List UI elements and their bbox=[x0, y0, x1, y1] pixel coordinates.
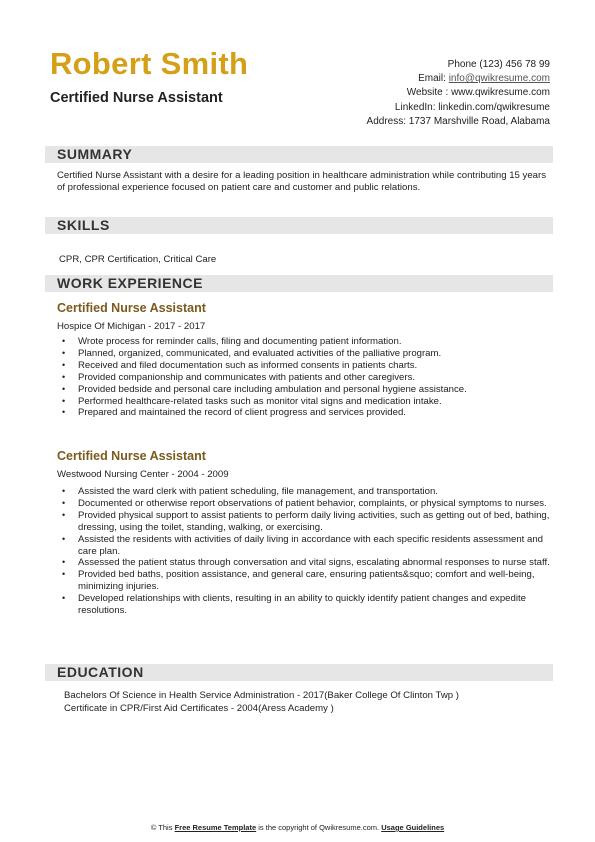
education-section-header bbox=[45, 664, 553, 681]
website-link[interactable]: www.qwikresume.com bbox=[451, 87, 550, 99]
list-item: • Assisted the residents with activities of daily living in accordance with each specific residents assessment and care plan. bbox=[60, 534, 550, 558]
job-duties-list bbox=[60, 486, 550, 617]
phone-label: Phone bbox=[447, 59, 477, 70]
job-duties-list bbox=[60, 336, 550, 419]
education-item: Bachelors Of Science in Health Service Administration - 2017(Baker College Of Clinton Twp ) bbox=[64, 690, 459, 701]
phone-value: (123) 456 78 99 bbox=[479, 59, 550, 70]
website-label: Website : bbox=[406, 87, 449, 99]
linkedin-link[interactable]: linkedin.com/qwikresume bbox=[438, 101, 550, 113]
linkedin-label: LinkedIn: bbox=[394, 101, 436, 113]
footer bbox=[0, 823, 595, 832]
contact-phone bbox=[367, 58, 550, 72]
email-link[interactable]: info@qwikresume.com bbox=[448, 73, 550, 85]
footer-prefix: © This bbox=[150, 823, 173, 832]
list-item: • Provided bedside and personal care including ambulation and personal hygiene assistance. bbox=[60, 384, 550, 396]
education-item: Certificate in CPR/First Aid Certificates - 2004(Aress Academy ) bbox=[64, 703, 334, 714]
list-item: • Wrote process for reminder calls, filing and documenting patient information. bbox=[60, 336, 550, 348]
contact-block bbox=[367, 58, 550, 129]
skills-section-header bbox=[45, 217, 553, 234]
usage-guidelines-link[interactable]: Usage Guidelines bbox=[381, 823, 445, 832]
list-item: • Assessed the patient status through conversation and vital signs, escalating abnormal responses to nurse staff. bbox=[60, 557, 550, 569]
contact-email bbox=[367, 72, 550, 86]
job-meta: Westwood Nursing Center - 2004 - 2009 bbox=[57, 469, 229, 480]
work-section-header bbox=[45, 275, 553, 292]
summary-section-header bbox=[45, 146, 553, 163]
candidate-name: Robert Smith bbox=[50, 46, 249, 81]
education-heading: EDUCATION bbox=[57, 664, 144, 680]
list-item: • Received and filed documentation such as informed consents in patients charts. bbox=[60, 360, 550, 372]
address-label: Address: bbox=[366, 115, 407, 127]
job-meta: Hospice Of Michigan - 2017 - 2017 bbox=[57, 321, 206, 332]
list-item: • Provided bed baths, position assistance, and general care, ensuring patients&squo; comfort and well-being, minimizing injuries. bbox=[60, 569, 550, 593]
summary-heading: SUMMARY bbox=[57, 146, 133, 162]
list-item: • Provided physical support to assist patients to perform daily living activities, such as getting out of bed, bathing, dressing, using the toilet, standing, walking, or exercising. bbox=[60, 510, 550, 534]
free-template-link[interactable]: Free Resume Template bbox=[174, 823, 257, 832]
job-title: Certified Nurse Assistant bbox=[57, 449, 206, 463]
summary-text: Certified Nurse Assistant with a desire for a leading position in healthcare administration while contributing 15 years of professional experience focused on patient care and customer and public relations. bbox=[57, 170, 547, 193]
list-item: • Planned, organized, communicated, and evaluated activities of the palliative program. bbox=[60, 348, 550, 360]
job-title: Certified Nurse Assistant bbox=[57, 301, 206, 315]
candidate-role: Certified Nurse Assistant bbox=[50, 90, 223, 106]
skills-text: CPR, CPR Certification, Critical Care bbox=[59, 254, 217, 265]
footer-copyright: is the copyright of Qwikresume.com. bbox=[258, 823, 380, 832]
contact-website bbox=[367, 86, 550, 100]
list-item: • Assisted the ward clerk with patient scheduling, file management, and transportation. bbox=[60, 486, 550, 498]
contact-linkedin bbox=[367, 101, 550, 115]
email-label: Email: bbox=[418, 73, 446, 85]
list-item: • Provided companionship and communicates with patients and other caregivers. bbox=[60, 372, 550, 384]
list-item: • Prepared and maintained the record of client progress and services provided. bbox=[60, 407, 550, 419]
address-value: 1737 Marshville Road, Alabama bbox=[408, 115, 550, 127]
list-item: • Performed healthcare-related tasks such as monitor vital signs and medication intake. bbox=[60, 396, 550, 408]
list-item: • Developed relationships with clients, resulting in an ability to quickly identify patient changes and expedite resolutions. bbox=[60, 593, 550, 617]
skills-heading: SKILLS bbox=[57, 217, 110, 233]
contact-address bbox=[367, 115, 550, 129]
work-heading: WORK EXPERIENCE bbox=[57, 275, 203, 291]
list-item: • Documented or otherwise report observations of patient behavior, complaints, or physical symptoms to nurses. bbox=[60, 498, 550, 510]
